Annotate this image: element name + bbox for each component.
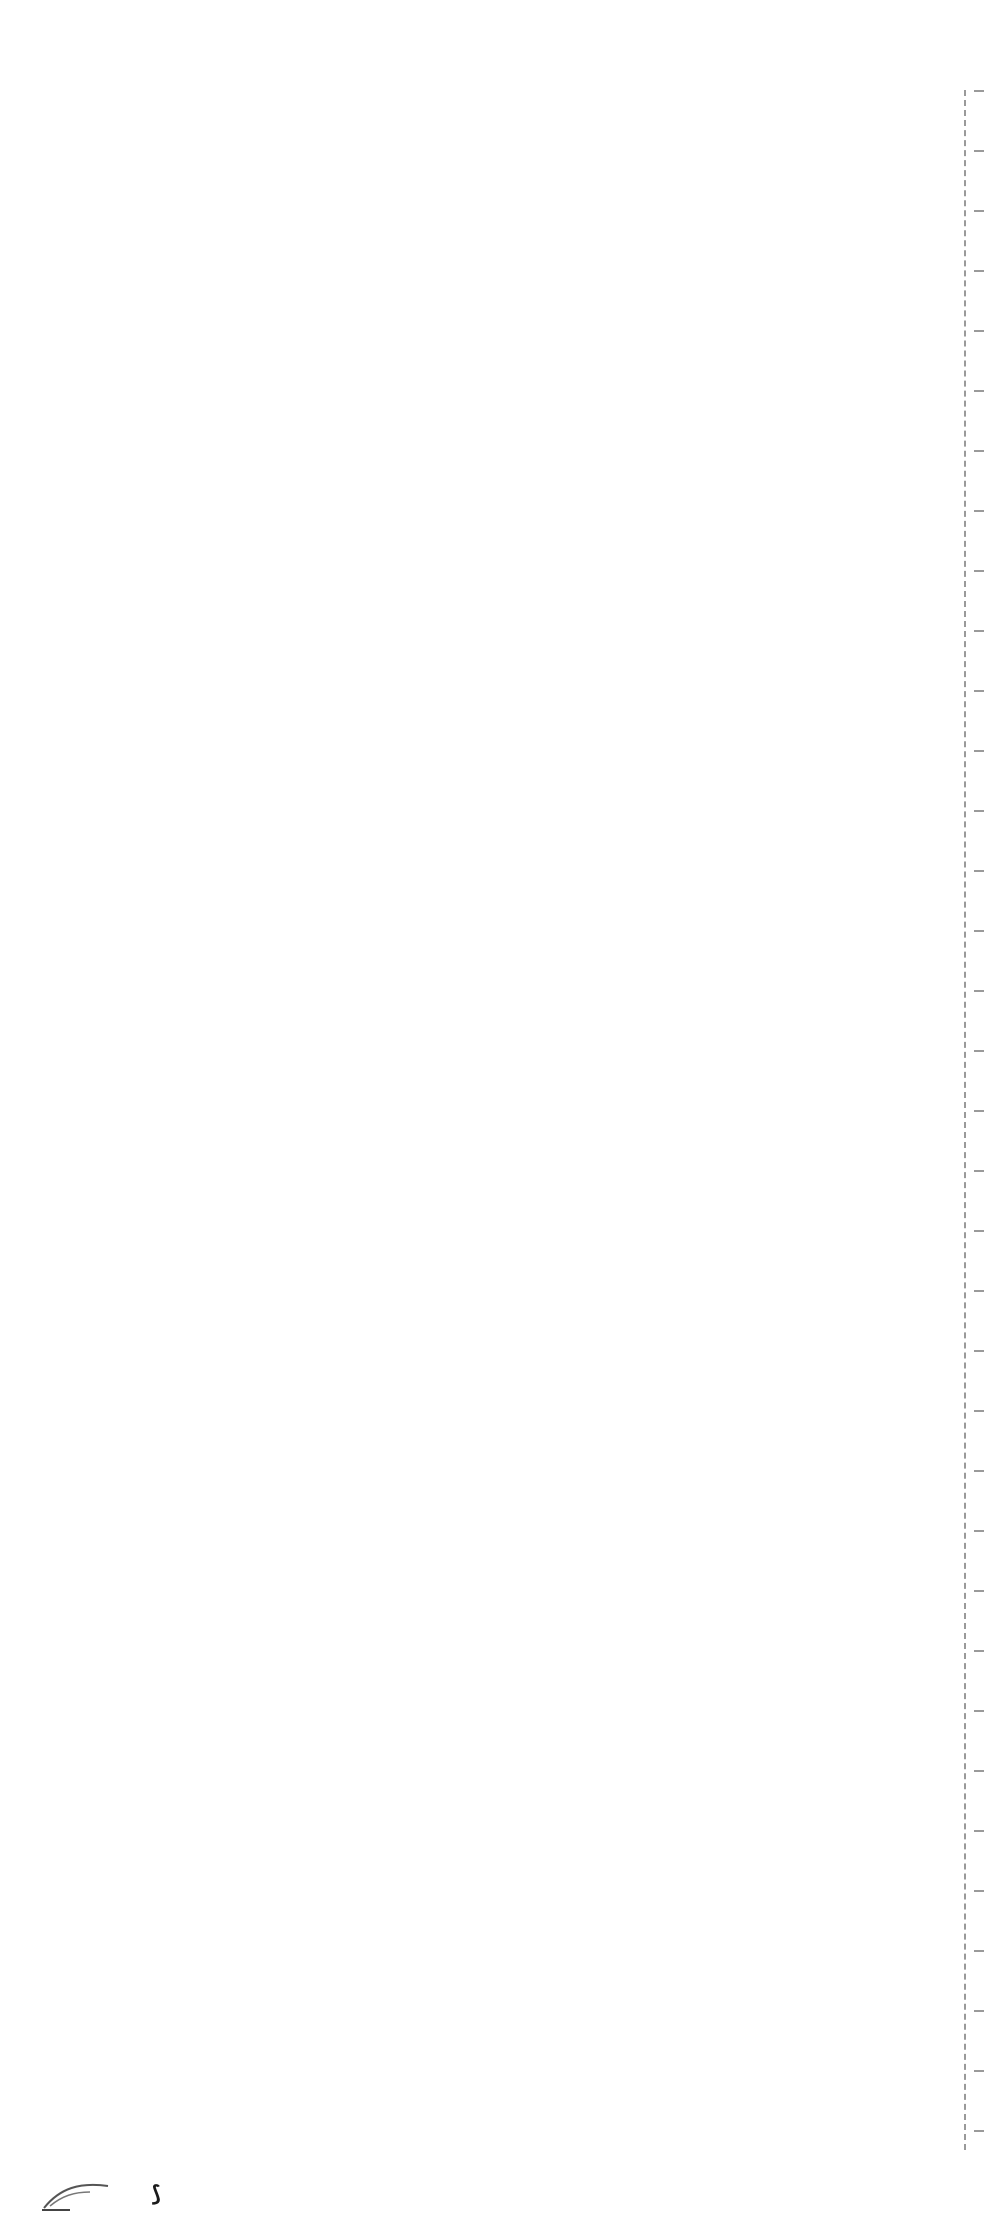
brush-logo-icon [40,2178,112,2214]
document-content [24,100,944,114]
page-footer [40,2172,960,2222]
footer-series-text: ⟆ [151,2182,162,2207]
binding-tick-marks [974,90,984,2150]
